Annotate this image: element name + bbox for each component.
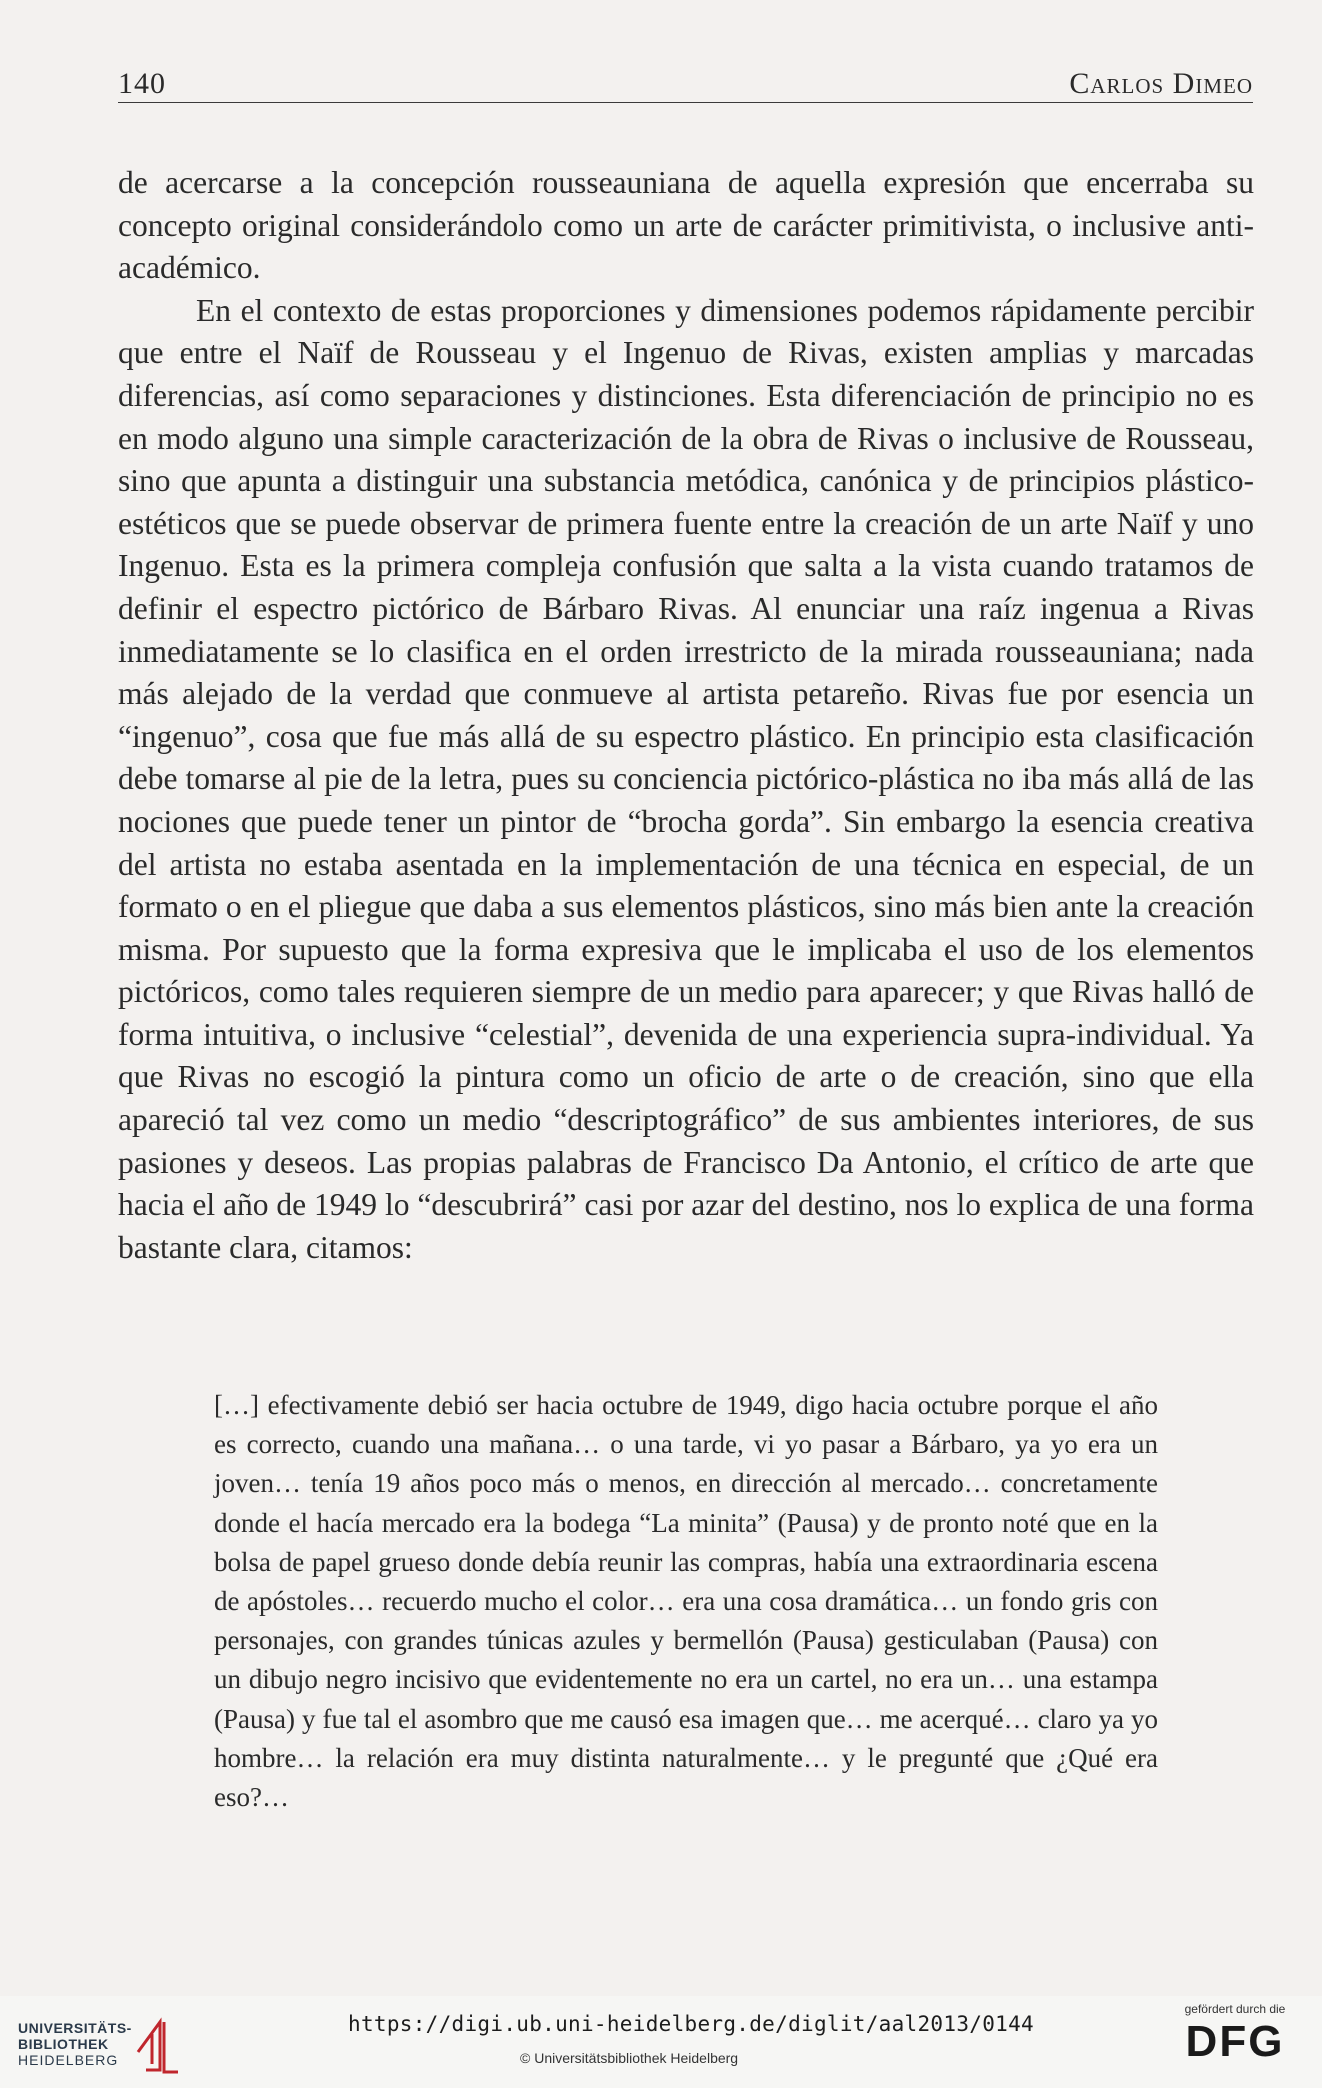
- digitization-footer: [0, 1996, 1322, 2088]
- dfg-logo: DFG: [1185, 2017, 1285, 2066]
- body-text: [118, 162, 1254, 1269]
- library-name-line1: UNIVERSITÄTS-: [18, 2020, 132, 2036]
- library-name-line2: BIBLIOTHEK: [18, 2036, 109, 2052]
- paragraph-continued: de acercarse a la concepción rousseauniana de aquella expresión que encerraba su concepto original considerándolo como un arte de carácter primitivista, o inclusive anti-académico.: [118, 165, 1254, 286]
- running-head-author: Carlos Dimeo: [1069, 67, 1253, 100]
- running-head: [118, 66, 1253, 103]
- page-number: 140: [118, 67, 166, 100]
- block-quote: […] efectivamente debió ser hacia octubre de 1949, digo hacia octubre porque el año es correcto, cuando una mañana… o una tarde, vi yo pasar a Bárbaro, ya yo era un joven… tenía 19 años poco más o menos, en dirección al mercado… concretamente donde el hacía mercado era la bodega “La minita” (Pausa) y de pronto noté que en la bolsa de papel grueso donde debía reunir las compras, había una extraordinaria escena de apóstoles… recuerdo mucho el color… era una cosa dramática… un fondo gris con personajes, con grandes túnicas azules y bermellón (Pausa) gesticulaban (Pausa) con un dibujo negro incisivo que evidentemente no era un cartel, no era un… una estampa (Pausa) y fue tal el asombro que me causó esa imagen que… me acerqué… claro ya yo hombre… la relación era muy distinta naturalmente… y le pregunté que ¿Qué era eso?…: [214, 1390, 1158, 1813]
- funder-block[interactable]: [1170, 2002, 1300, 2082]
- library-logo[interactable]: [18, 2020, 208, 2080]
- library-name-line3: HEIDELBERG: [18, 2052, 119, 2068]
- copyright-notice: © Universitätsbibliothek Heidelberg: [520, 2050, 739, 2066]
- library-emblem-icon: [130, 2014, 200, 2078]
- funding-caption: gefördert durch die: [1184, 2002, 1286, 2016]
- paragraph-main: En el contexto de estas proporciones y dimensiones podemos rápidamente percibir que entre el Naïf de Rousseau y el Ingenuo de Rivas, existen amplias y marcadas diferencias, así como separaciones y distinciones. Esta diferenciación de principio no es en modo alguno una simple caracterización de la obra de Rivas o inclusive de Rousseau, sino que apunta a distinguir una substancia metódica, canónica y de principios plástico-estéticos que se puede observar de primera fuente entre la creación de un arte Naïf y uno Ingenuo. Esta es la primera compleja confusión que salta a la vista cuando tratamos de definir el espectro pictórico de Bárbaro Rivas. Al enunciar una raíz ingenua a Rivas inmediatamente se lo clasifica en el orden irrestricto de la mirada rousseauniana; nada más alejado de la verdad que conmueve al artista petareño. Rivas fue por esencia un “ingenuo”, cosa que fue más allá de su espectro plástico. En principio esta clasificación debe tomarse al pie de la letra, pues su conciencia pictórico-plástica no iba más allá de las nociones que puede tener un pintor de “brocha gorda”. Sin embargo la esencia creativa del artista no estaba asentada en la implementación de una técnica en especial, de un formato o en el pliegue que daba a sus elementos plásticos, sino más bien ante la creación misma. Por supuesto que la forma expresiva que le implicaba el uso de los elementos pictóricos, como tales requieren siempre de un medio para aparecer; y que Rivas halló de forma intuitiva, o inclusive “celestial”, devenida de una experiencia supra-individual. Ya que Rivas no escogió la pintura como un oficio de arte o de creación, sino que ella apareció tal vez como un medio “descriptográfico” de sus ambientes interiores, de sus pasiones y deseos. Las propias palabras de Francisco Da Antonio, el crítico de arte que hacia el año de 1949 lo “descubrirá” casi por azar del destino, nos lo explica de una forma bastante clara, citamos:: [118, 292, 1254, 1265]
- library-name: [18, 2020, 132, 2068]
- permalink-url[interactable]: https://digi.ub.uni-heidelberg.de/diglit/aal2013/0144: [348, 2012, 1034, 2036]
